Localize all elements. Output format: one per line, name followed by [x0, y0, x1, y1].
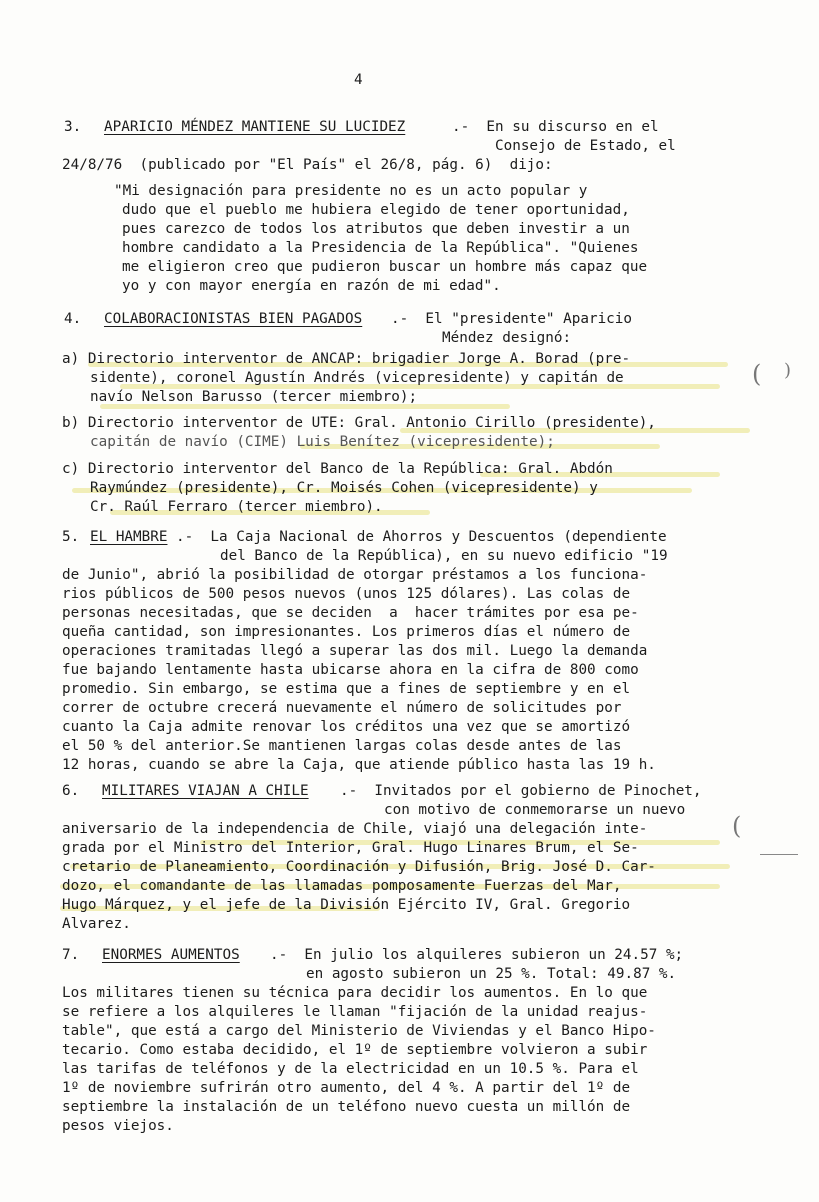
- section-5-line: rios públicos de 500 pesos nuevos (unos 125 dólares). Las colas de: [62, 586, 631, 602]
- section-3-line: Consejo de Estado, el: [495, 138, 676, 154]
- list-item-a: a) Directorio interventor de ANCAP: brigadier Jorge A. Borad (pre-: [62, 351, 631, 367]
- section-5-number: 5.: [62, 529, 80, 545]
- section-7-line: 1º de noviembre sufrirán otro aumento, del 4 %. A partir del 1º de: [62, 1080, 631, 1096]
- section-6-line: .- Invitados por el gobierno de Pinochet,: [340, 783, 702, 799]
- quote-line: "Mi designación para presidente no es un acto popular y: [114, 183, 588, 199]
- quote-line: yo y con mayor energía en razón de mi edad".: [122, 278, 501, 294]
- margin-paren-open: (: [752, 360, 762, 388]
- section-7-line: septiembre la instalación de un teléfono nuevo cuesta un millón de: [62, 1099, 631, 1115]
- section-5-line: .- La Caja Nacional de Ahorros y Descuentos (dependiente: [176, 529, 667, 545]
- quote-line: pues carezco de todos los atributos que deben investir a un: [122, 221, 630, 237]
- section-5-line: 12 horas, cuando se abre la Caja, que atiende público hasta las 19 h.: [62, 757, 656, 773]
- section-6-title: MILITARES VIAJAN A CHILE: [102, 783, 309, 799]
- section-7-line: las tarifas de teléfonos y de la electricidad en un 10.5 %. Para el: [62, 1061, 639, 1077]
- section-6-number: 6.: [62, 783, 80, 799]
- quote-line: hombre candidato a la Presidencia de la República". "Quienes: [122, 240, 639, 256]
- list-item-c: Cr. Raúl Ferraro (tercer miembro).: [90, 499, 383, 515]
- list-item-b: capitán de navío (CIME) Luis Benítez (vicepresidente);: [90, 434, 555, 450]
- section-3-title: APARICIO MÉNDEZ MANTIENE SU LUCIDEZ: [104, 119, 406, 135]
- section-7-number: 7.: [62, 947, 80, 963]
- list-item-a: navío Nelson Barusso (tercer miembro);: [90, 389, 418, 405]
- section-5-title: EL HAMBRE: [90, 529, 168, 545]
- section-7-line: .- En julio los alquileres subieron un 24.57 %;: [270, 947, 684, 963]
- list-item-c: c) Directorio interventor del Banco de la República: Gral. Abdón: [62, 461, 613, 477]
- section-7-line: tecario. Como estaba decidido, el 1º de septiembre volvieron a subir: [62, 1042, 648, 1058]
- section-5-line: queña cantidad, son impresionantes. Los primeros días el número de: [62, 624, 631, 640]
- section-5-line: fue bajando lentamente hasta ubicarse ahora en la cifra de 800 como: [62, 662, 639, 678]
- section-5-line: correr de octubre crecerá nuevamente el número de solicitudes por: [62, 700, 622, 716]
- section-3-line: .- En su discurso en el: [452, 119, 659, 135]
- section-4-number: 4.: [64, 311, 82, 327]
- margin-paren-close: ): [784, 360, 792, 381]
- section-6-line: cretario de Planeamiento, Coordinación y Difusión, Brig. José D. Car-: [62, 859, 656, 875]
- section-6-line: con motivo de conmemorarse un nuevo: [384, 802, 686, 818]
- section-7-title: ENORMES AUMENTOS: [102, 947, 240, 963]
- quote-line: dudo que el pueblo me hubiera elegido de tener oportunidad,: [122, 202, 630, 218]
- section-6-line: dozo, el comandante de las llamadas pomposamente Fuerzas del Mar,: [62, 878, 622, 894]
- list-item-b: b) Directorio interventor de UTE: Gral. Antonio Cirillo (presidente),: [62, 415, 656, 431]
- list-item-a: sidente), coronel Agustín Andrés (vicepresidente) y capitán de: [90, 370, 624, 386]
- margin-paren-open: (: [732, 812, 742, 840]
- margin-tick: [760, 854, 798, 855]
- section-3-line: 24/8/76 (publicado por "El País" el 26/8, pág. 6) dijo:: [62, 157, 553, 173]
- section-6-line: Alvarez.: [62, 916, 131, 932]
- section-5-line: del Banco de la República), en su nuevo edificio "19: [220, 548, 668, 564]
- section-5-line: operaciones tramitadas llegó a superar las dos mil. Luego la demanda: [62, 643, 648, 659]
- section-5-line: promedio. Sin embargo, se estima que a fines de septiembre y en el: [62, 681, 631, 697]
- list-item-c: Raymúndez (presidente), Cr. Moisés Cohen (vicepresidente) y: [90, 480, 598, 496]
- section-7-line: se refiere a los alquileres le llaman "fijación de la unidad reajus-: [62, 1004, 648, 1020]
- section-6-line: Hugo Márquez, y el jefe de la División Ejército IV, Gral. Gregorio: [62, 897, 631, 913]
- section-7-line: Los militares tienen su técnica para decidir los aumentos. En lo que: [62, 985, 648, 1001]
- section-7-line: en agosto subieron un 25 %. Total: 49.87 %.: [306, 966, 677, 982]
- section-4-line: Méndez designó:: [442, 330, 572, 346]
- section-5-line: personas necesitadas, que se deciden a hacer trámites por esa pe-: [62, 605, 639, 621]
- section-6-line: aniversario de la independencia de Chile, viajó una delegación inte-: [62, 821, 648, 837]
- quote-line: me eligieron creo que pudieron buscar un hombre más capaz que: [122, 259, 648, 275]
- page-number: 4: [354, 72, 363, 88]
- section-7-line: table", que está a cargo del Ministerio de Viviendas y el Banco Hipo-: [62, 1023, 656, 1039]
- section-5-line: de Junio", abrió la posibilidad de otorgar préstamos a los funciona-: [62, 567, 648, 583]
- section-7-line: pesos viejos.: [62, 1118, 174, 1134]
- section-3-number: 3.: [64, 119, 82, 135]
- section-5-line: cuanto la Caja admite renovar los créditos una vez que se amortizó: [62, 719, 631, 735]
- section-6-line: grada por el Ministro del Interior, Gral. Hugo Linares Brum, el Se-: [62, 840, 639, 856]
- section-4-line: .- El "presidente" Aparicio: [391, 311, 633, 327]
- section-4-title: COLABORACIONISTAS BIEN PAGADOS: [104, 311, 363, 327]
- section-5-line: el 50 % del anterior.Se mantienen largas colas desde antes de las: [62, 738, 622, 754]
